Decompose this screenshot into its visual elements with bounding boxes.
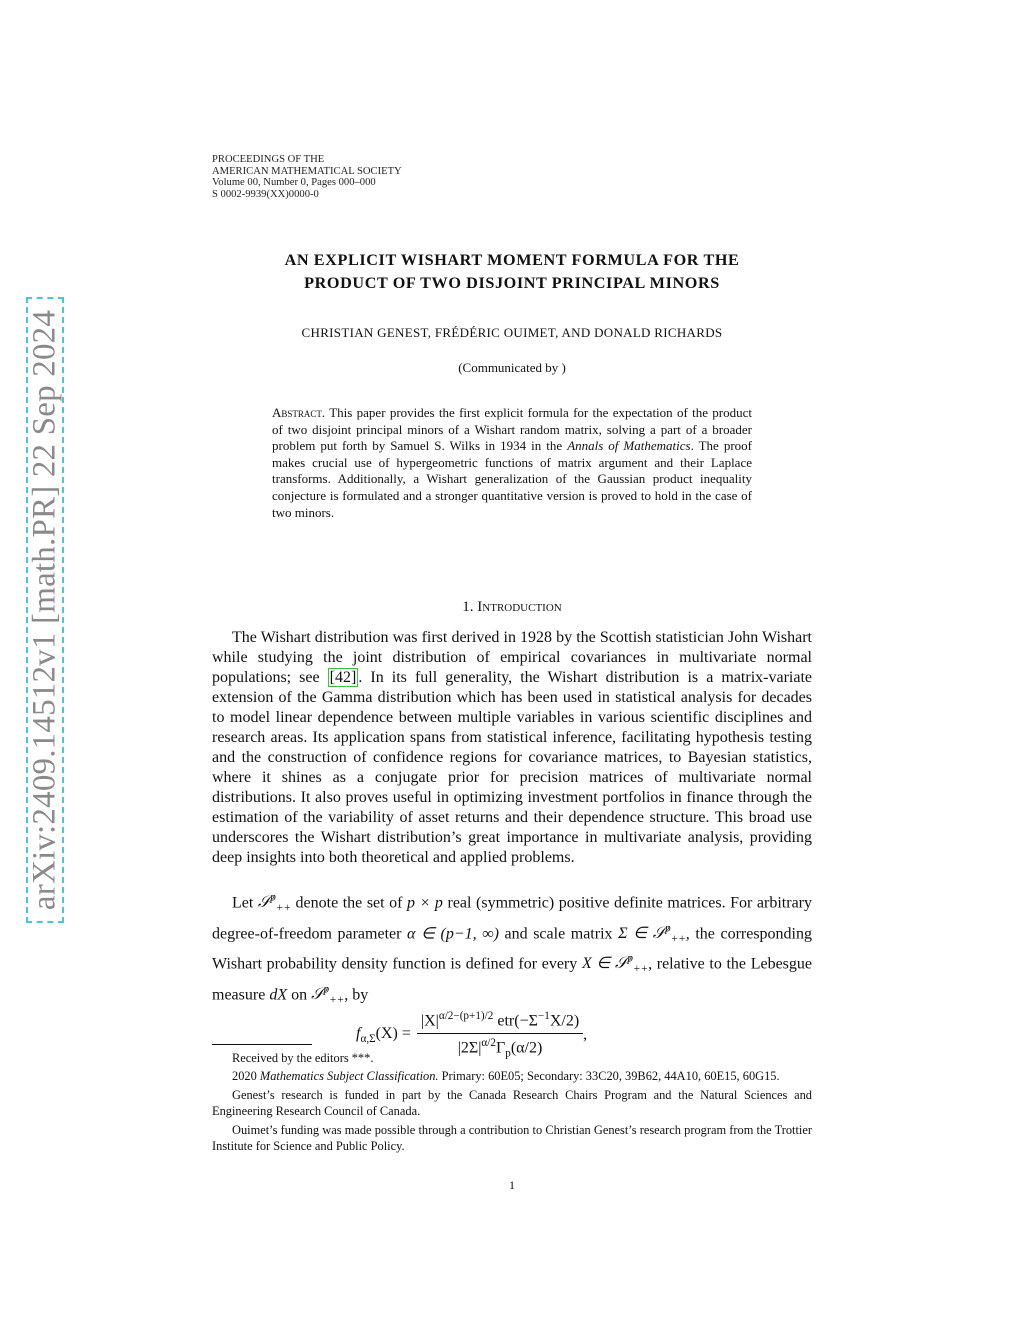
math-sub: ++	[632, 963, 649, 976]
page-number: 1	[509, 1178, 515, 1192]
abstract-text: . The proof makes crucial use of hypergeometric functions of matrix argument and their Laplace transforms. Additionally, a Wishart generalization of the Gaussian product inequality conjecture is formulated and a stronger quantitative version is proved to hold in the case of two minors.	[272, 438, 752, 520]
footnote-funding: Genest’s research is funded in part by the Canada Research Chairs Program and the Natural Sciences and Engineering Research Council of Canada.	[212, 1087, 812, 1119]
paragraph-text: and scale matrix	[498, 924, 619, 942]
definition-paragraph	[212, 888, 812, 1010]
paragraph-text: Let	[232, 894, 258, 912]
communicated-by: (Communicated by )	[458, 360, 566, 375]
paper-title	[212, 249, 812, 295]
math-measure: dX	[269, 985, 288, 1003]
section-heading	[212, 599, 812, 616]
math-symbol: 𝒮	[257, 894, 271, 912]
footnote-received: Received by the editors ***.	[232, 1051, 374, 1065]
paragraph-text: . In its full generality, the Wishart distribution is a matrix-variate extension of the Gamma distribution which has been used in statistical analysis for decades to model linear dependence between multiple variables in various scientific disciplines and research areas. Its application spans from statistical inference, facilitating hypothesis testing and the construction of confidence regions for covariance matrices, to Bayesian statistics, where it shines as a conjugate prior for precision matrices of multivariate normal distributions. It also proves useful in optimizing investment portfolios in finance through the estimation of the variability of asset returns and their dependence structure. This broad use underscores the Wishart distribution’s great importance in multivariate analysis, providing deep insights into both theoretical and applied problems.	[212, 669, 812, 866]
math-sub: p	[505, 1047, 511, 1060]
math-symbol: 𝒮	[614, 955, 628, 973]
arxiv-identifier: arXiv:2409.14512v1 [math.PR] 22 Sep 2024	[26, 309, 63, 911]
math-sub: ++	[275, 902, 291, 915]
author-list: CHRISTIAN GENEST, FRÉDÉRIC OUIMET, AND DONALD RICHARDS	[301, 325, 723, 340]
journal-header-line: S 0002-9939(XX)0000-0	[212, 188, 319, 200]
math-x-in-set	[581, 953, 649, 976]
abstract-text: This paper provides the first explicit formula for the expectation of the product of two disjoint principal minors of a Wishart random matrix, solving a part of a broader problem put forth by Samuel S. Wilks in 1934 in the	[272, 405, 753, 454]
math-symbol: X ∈	[581, 955, 615, 973]
section-number: 1.	[462, 599, 474, 615]
section-title: Introduction	[477, 599, 562, 615]
formula-lhs	[356, 1025, 411, 1045]
journal-header	[212, 154, 402, 200]
paragraph-text: The Wishart distribution was first derived in 1928 by the Scottish statistician John Wishart while studying the joint distribution of empirical covariances in multivariate normal populations; see	[212, 629, 812, 686]
math-sup: α/2	[481, 1037, 496, 1050]
footnote-text: 2020	[232, 1069, 260, 1084]
footnote-funding: Ouimet’s funding was made possible through a contribution to Christian Genest’s research program from the Trottier Institute for Science and Public Policy.	[212, 1122, 812, 1154]
abstract	[272, 405, 752, 521]
math-sub: α,Σ	[360, 1033, 376, 1046]
footnote-rule	[212, 1044, 312, 1045]
math-sigma-in-set	[618, 922, 686, 946]
math-symbol: 𝒮	[652, 924, 666, 942]
footnote-msc	[212, 1068, 812, 1084]
math-symbol: etr(−Σ	[493, 1012, 538, 1030]
math-symbol: Σ ∈	[618, 924, 653, 942]
math-symbol: 𝒮	[311, 985, 324, 1003]
paragraph-text: denote the set of	[290, 894, 408, 912]
math-symbol: |2Σ|	[457, 1039, 482, 1057]
math-symbol: Γ	[495, 1039, 506, 1057]
title-line: PRODUCT OF TWO DISJOINT PRINCIPAL MINORS	[304, 274, 720, 292]
math-sub: ++	[670, 933, 686, 946]
footnote-text: Mathematics Subject Classification.	[259, 1069, 439, 1084]
math-sup: p	[270, 892, 276, 904]
math-symbol: X/2)	[549, 1012, 580, 1030]
math-sup: α/2−(p+1)/2	[438, 1010, 494, 1022]
paragraph-text: on	[287, 985, 312, 1003]
math-dimension: p × p	[407, 894, 443, 912]
formula-punctuation: ,	[583, 1025, 588, 1043]
journal-header-line: Volume 00, Number 0, Pages 000–000	[212, 177, 376, 189]
footnote-text: Primary: 60E05; Secondary: 33C20, 39B62, 44A10, 60E15, 60G15.	[438, 1069, 780, 1084]
journal-header-line: PROCEEDINGS OF THE	[212, 154, 325, 165]
paragraph-text: , by	[344, 985, 369, 1003]
math-symbol: f	[356, 1024, 361, 1042]
paragraph-text: real (symmetric) positive definite matrices. For arbitrary degree-of-freedom parameter	[212, 894, 813, 942]
math-alpha-range: α ∈ (p−1, ∞)	[407, 924, 499, 942]
abstract-label: Abstract.	[272, 405, 326, 420]
intro-paragraph	[212, 628, 812, 868]
title-line: AN EXPLICIT WISHART MOMENT FORMULA FOR THE	[284, 251, 740, 269]
math-set	[311, 983, 345, 1007]
formula-numerator	[417, 1010, 583, 1034]
math-sup: p	[665, 922, 671, 935]
paragraph-text: , the corresponding Wishart probability density function is defined for every	[212, 924, 813, 973]
citation-link[interactable]: [42]	[329, 669, 357, 686]
math-set	[257, 892, 291, 915]
math-sup: p	[627, 953, 633, 966]
math-sub: ++	[329, 994, 345, 1007]
arxiv-stamp	[26, 297, 64, 923]
journal-header-line: AMERICAN MATHEMATICAL SOCIETY	[212, 165, 402, 177]
math-symbol: (α/2)	[510, 1039, 543, 1057]
abstract-journal: Annals of Mathematics	[567, 438, 691, 454]
math-sup: −1	[537, 1010, 550, 1022]
paragraph-text: , relative to the Lebesgue measure	[212, 955, 813, 1003]
math-symbol: (X) =	[375, 1024, 411, 1042]
math-sup: p	[323, 983, 330, 996]
math-symbol: |X|	[420, 1012, 439, 1030]
